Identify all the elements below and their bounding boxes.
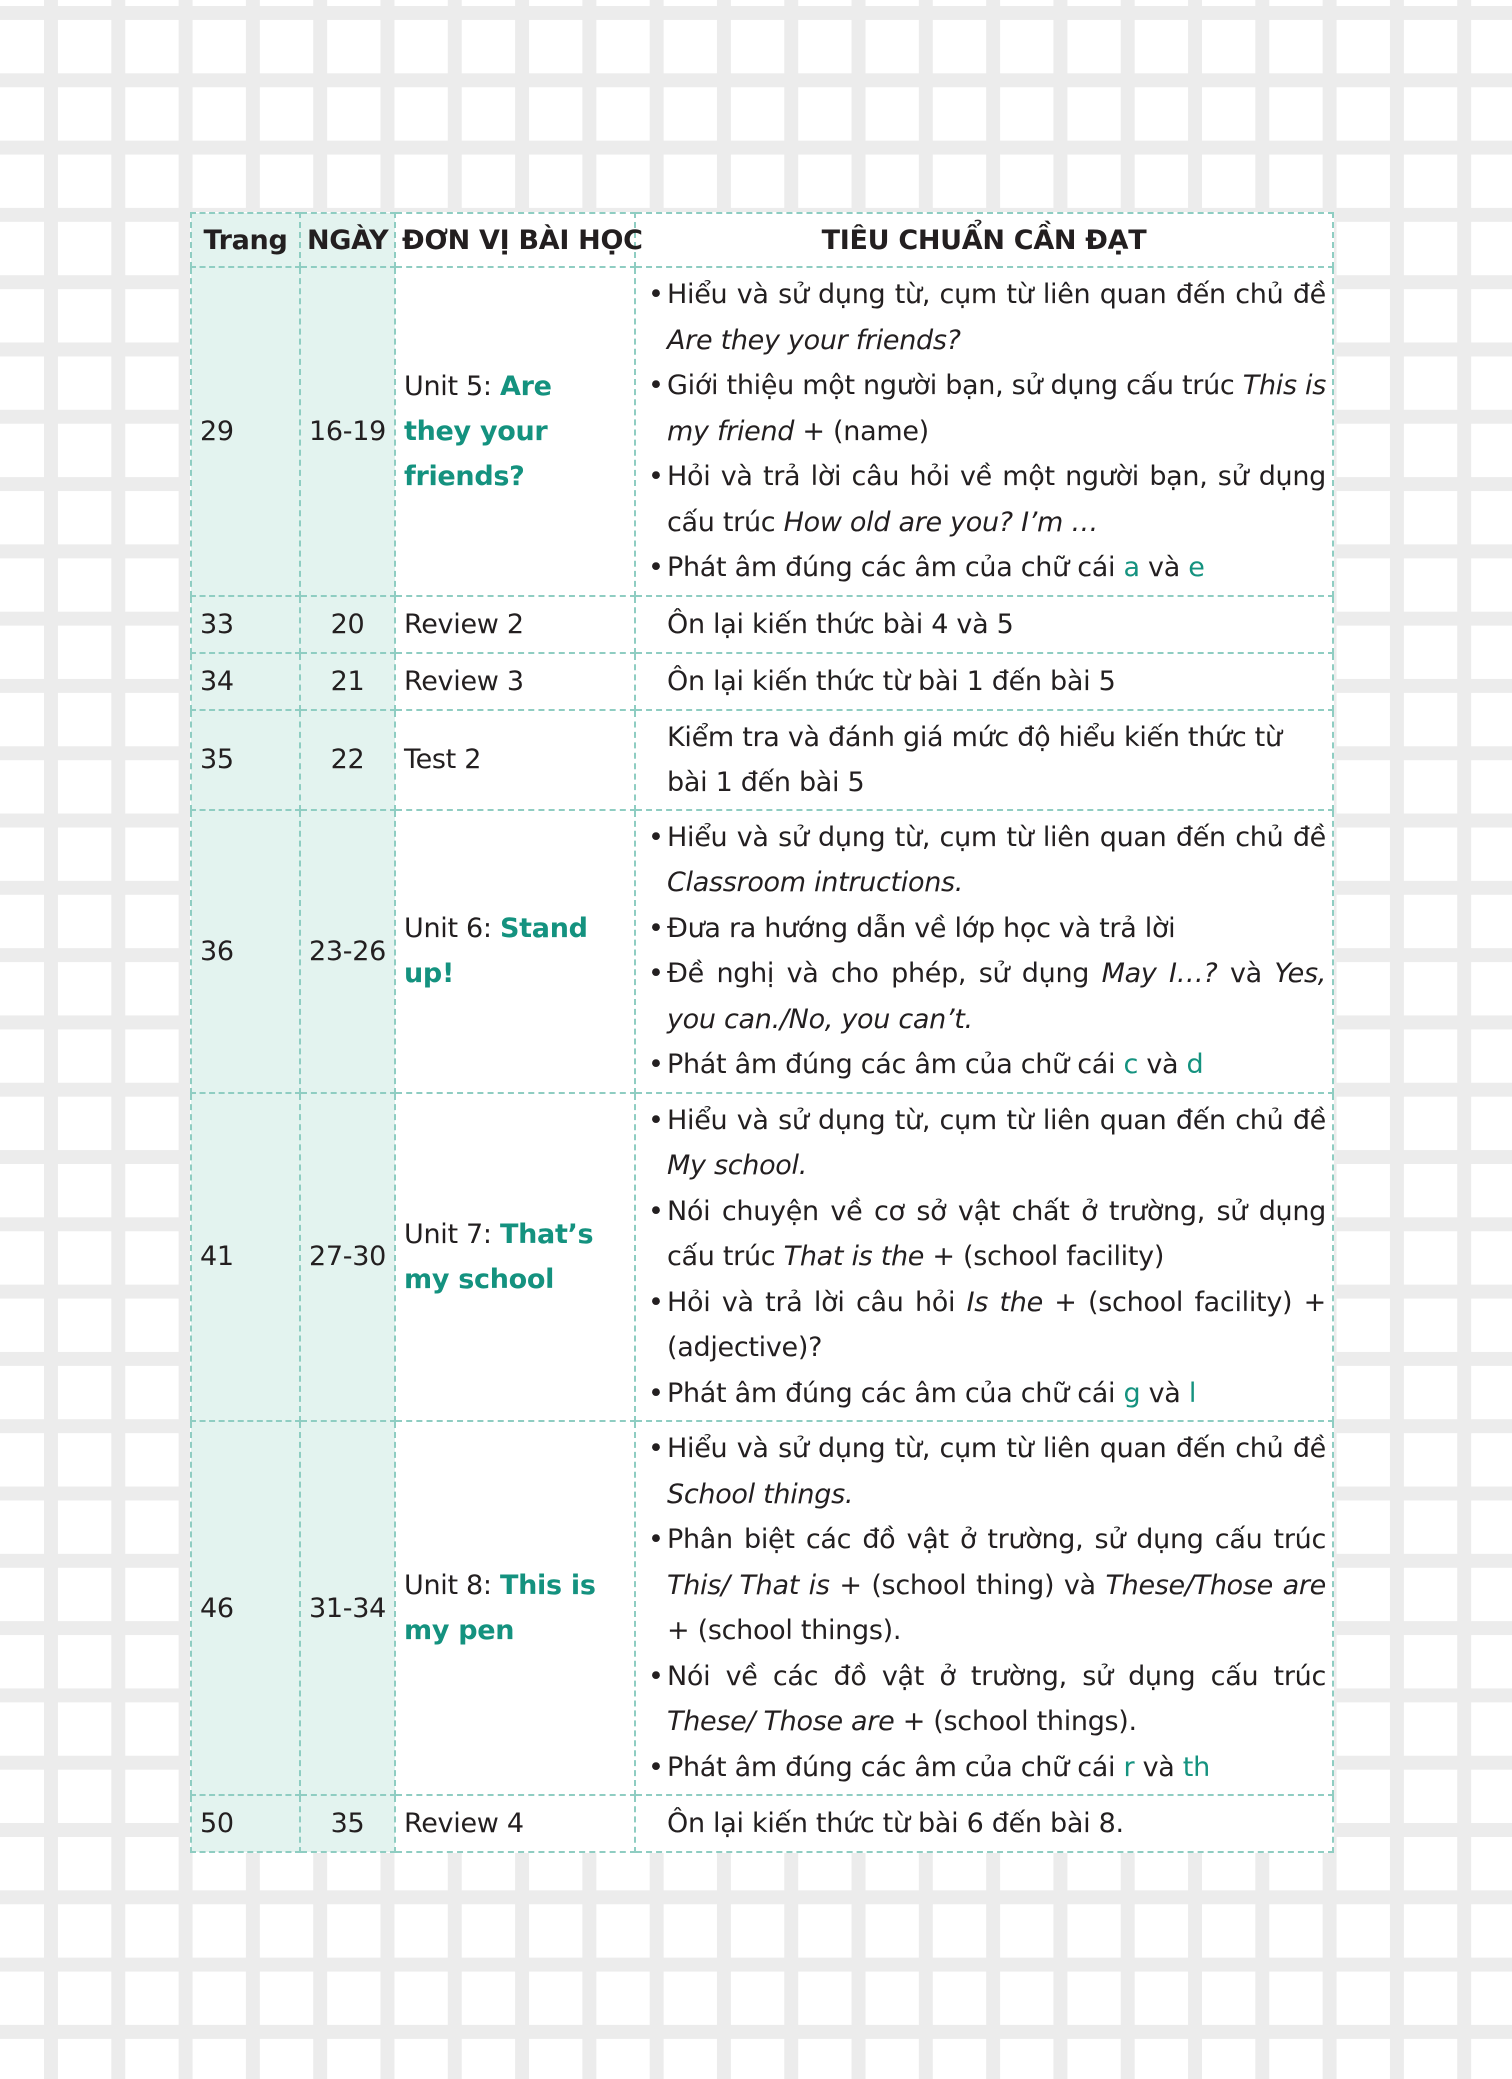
letter: d <box>1186 1049 1204 1080</box>
page-number: 36 <box>191 810 300 1093</box>
criteria-item: • Phát âm đúng các âm của chữ cái c và d <box>648 1042 1326 1088</box>
criteria-item: • Phát âm đúng các âm của chữ cái g và l <box>648 1371 1326 1417</box>
unit-name <box>395 1421 635 1795</box>
unit-name <box>395 1093 635 1422</box>
unit-title: Are they your friends? <box>404 370 552 492</box>
criteria-item: • Phát âm đúng các âm của chữ cái a và e <box>648 545 1326 591</box>
table-row <box>191 1795 1333 1852</box>
unit-name: Review 2 <box>395 596 635 653</box>
criteria-item: • Hỏi và trả lời câu hỏi về một người bạn, sử dụng cấu trúc How old are you? I’m … <box>648 454 1326 545</box>
letter: g <box>1123 1377 1141 1409</box>
criteria-item: • Nói chuyện về cơ sở vật chất ở trường, sử dụng cấu trúc That is the + (school facility) <box>648 1189 1326 1280</box>
day-range: 21 <box>300 653 395 710</box>
unit-name <box>395 810 635 1093</box>
page-number: 34 <box>191 653 300 710</box>
page-number: 50 <box>191 1795 300 1852</box>
unit-prefix: Unit 6: <box>404 913 501 944</box>
letter: a <box>1123 552 1140 583</box>
table-row <box>191 596 1333 653</box>
table-row <box>191 653 1333 710</box>
letter: e <box>1188 552 1205 583</box>
unit-name <box>395 267 635 596</box>
day-range: 23-26 <box>300 810 395 1093</box>
page-number: 46 <box>191 1421 300 1795</box>
day-range: 22 <box>300 710 395 810</box>
unit-name: Review 4 <box>395 1795 635 1852</box>
unit-name: Review 3 <box>395 653 635 710</box>
table-row <box>191 710 1333 810</box>
page-number: 29 <box>191 267 300 596</box>
criteria-item: • Đề nghị và cho phép, sử dụng May I…? và Yes, you can./No, you can’t. <box>648 951 1326 1042</box>
criteria-cell <box>635 267 1333 596</box>
page-number: 35 <box>191 710 300 810</box>
criteria-item: • Phân biệt các đồ vật ở trường, sử dụng cấu trúc This/ That is + (school thing) và These/Those are + (school things). <box>648 1517 1326 1654</box>
day-range: 20 <box>300 596 395 653</box>
header-criteria: TIÊU CHUẨN CẦN ĐẠT <box>635 213 1333 267</box>
criteria-cell <box>635 1093 1333 1422</box>
unit-prefix: Unit 5: <box>404 370 501 402</box>
table-row <box>191 1093 1333 1422</box>
criteria-cell: Ôn lại kiến thức từ bài 6 đến bài 8. <box>635 1795 1333 1852</box>
letter: r <box>1123 1751 1135 1783</box>
letter: l <box>1188 1377 1197 1409</box>
table-row <box>191 267 1333 596</box>
header-row <box>191 213 1333 267</box>
unit-prefix: Unit 7: <box>404 1218 501 1250</box>
table-row <box>191 810 1333 1093</box>
day-range: 31-34 <box>300 1421 395 1795</box>
day-range: 35 <box>300 1795 395 1852</box>
criteria-cell: Ôn lại kiến thức bài 4 và 5 <box>635 596 1333 653</box>
criteria-cell <box>635 810 1333 1093</box>
criteria-item: • Giới thiệu một người bạn, sử dụng cấu trúc This is my friend + (name) <box>648 363 1326 454</box>
unit-title: Stand up! <box>404 913 588 989</box>
criteria-item: • Phát âm đúng các âm của chữ cái r và th <box>648 1745 1326 1791</box>
criteria-item: • Nói về các đồ vật ở trường, sử dụng cấu trúc These/ Those are + (school things). <box>648 1654 1326 1745</box>
unit-title: That’s my school <box>404 1218 594 1295</box>
day-range: 16-19 <box>300 267 395 596</box>
criteria-item: • Hiểu và sử dụng từ, cụm từ liên quan đến chủ đề School things. <box>648 1426 1326 1517</box>
criteria-item: • Hỏi và trả lời câu hỏi Is the + (school facility) + (adjective)? <box>648 1280 1326 1371</box>
day-range: 27-30 <box>300 1093 395 1422</box>
header-ngay: NGÀY <box>300 213 395 267</box>
header-trang: Trang <box>191 213 300 267</box>
criteria-item: • Hiểu và sử dụng từ, cụm từ liên quan đến chủ đề My school. <box>648 1098 1326 1189</box>
criteria-item: • Đưa ra hướng dẫn về lớp học và trả lời <box>648 906 1326 952</box>
criteria-item: • Hiểu và sử dụng từ, cụm từ liên quan đến chủ đề Classroom intructions. <box>648 815 1326 906</box>
unit-title: This is my pen <box>404 1570 596 1646</box>
letter: c <box>1123 1049 1139 1080</box>
unit-prefix: Unit 8: <box>404 1570 501 1601</box>
page-number: 33 <box>191 596 300 653</box>
unit-name: Test 2 <box>395 710 635 810</box>
header-unit: ĐƠN VỊ BÀI HỌC <box>395 213 635 267</box>
criteria-item: • Hiểu và sử dụng từ, cụm từ liên quan đến chủ đề Are they your friends? <box>648 272 1326 363</box>
criteria-cell: Kiểm tra và đánh giá mức độ hiểu kiến thức từ bài 1 đến bài 5 <box>635 710 1333 810</box>
letter: th <box>1182 1751 1210 1783</box>
criteria-cell <box>635 1421 1333 1795</box>
criteria-cell: Ôn lại kiến thức từ bài 1 đến bài 5 <box>635 653 1333 710</box>
schedule-table <box>190 212 1334 1853</box>
table-row <box>191 1421 1333 1795</box>
page-number: 41 <box>191 1093 300 1422</box>
